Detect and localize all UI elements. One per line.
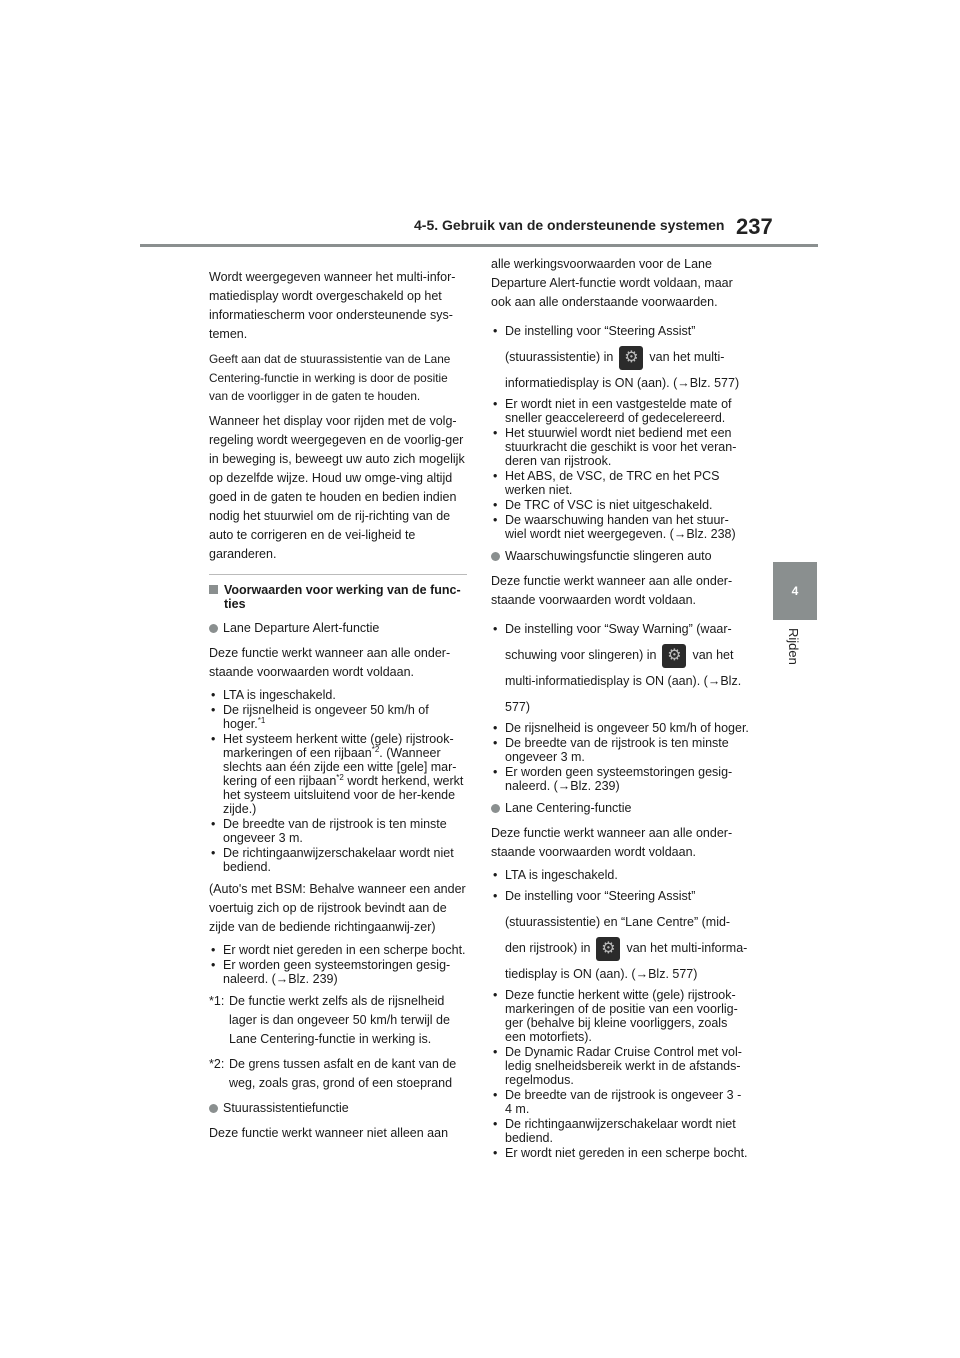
section-title bbox=[209, 583, 467, 611]
condition-list bbox=[491, 616, 749, 793]
gear-icon: ⚙ bbox=[662, 644, 686, 668]
list-item: • De instelling voor “Steering Assist” (stuurassistentie) in ⚙ van het multi-informatiedisplay is ON (aan). (→Blz. 577) bbox=[491, 318, 749, 396]
paragraph: Deze functie werkt wanneer niet alleen aan bbox=[209, 1125, 449, 1140]
paragraph: Wanneer het display voor rijden met de volg-regeling wordt weergegeven en de voorlig-ger in beweging is, beweegt uw auto zich mogelijk op dezelfde wijze. Houd uw omge-ving altijd goed in de gaten te houden en bedien indien nodig het stuurwiel om de rij-richting van de auto te corrigeren en de vei-ligheid te garanderen. bbox=[209, 413, 465, 561]
list-item: • Er wordt niet gereden in een scherpe bocht. bbox=[491, 1146, 749, 1160]
list-item: • De breedte van de rijstrook is ten minste ongeveer 3 m. bbox=[491, 736, 749, 764]
footnote-mark: *2: bbox=[209, 1056, 225, 1071]
list-item: • LTA is ingeschakeld. bbox=[209, 688, 467, 702]
section-header: 4-5. Gebruik van de ondersteunende systemen bbox=[414, 217, 725, 233]
page-number: 237 bbox=[736, 214, 773, 239]
circle-bullet-icon bbox=[209, 624, 218, 633]
footnote-mark: *1: bbox=[209, 993, 225, 1008]
list-item: • De richtingaanwijzerschakelaar wordt niet bediend. bbox=[209, 846, 467, 874]
list-item: • Er wordt niet gereden in een scherpe bocht. bbox=[209, 943, 467, 957]
subsection-title bbox=[209, 1099, 467, 1118]
circle-bullet-icon bbox=[209, 1104, 218, 1113]
list-item: • Er worden geen systeemstoringen gesig-naleerd. (→Blz. 239) bbox=[209, 958, 467, 986]
paragraph: Deze functie werkt wanneer aan alle onder-staande voorwaarden wordt voldaan. bbox=[209, 645, 451, 679]
list-item: • De rijsnelheid is ongeveer 50 km/h of hoger. bbox=[491, 721, 749, 735]
divider bbox=[209, 574, 467, 575]
list-item: • Er worden geen systeemstoringen gesig-naleerd. (→Blz. 239) bbox=[491, 765, 749, 793]
condition-list bbox=[209, 943, 467, 986]
section-title-text: Voorwaarden voor werking van de func-ties bbox=[224, 582, 461, 611]
footnote bbox=[209, 1055, 467, 1093]
subsection-title-text: Waarschuwingsfunctie slingeren auto bbox=[505, 549, 712, 563]
list-item: • Het ABS, de VSC, de TRC en het PCS werken niet. bbox=[491, 469, 749, 497]
list-item: • Er wordt niet in een vastgestelde mate of sneller geaccelereerd of gedecelereerd. bbox=[491, 397, 749, 425]
list-item: • De TRC of VSC is niet uitgeschakeld. bbox=[491, 498, 749, 512]
list-item: • De instelling voor “Steering Assist” (stuurassistentie) en “Lane Centre” (mid-den rijstrook) in ⚙ van het multi-informa-tiedisplay is ON (aan). (→Blz. 577) bbox=[491, 883, 749, 987]
chapter-label: Rijden bbox=[786, 628, 801, 665]
subsection-title-text: Stuurassistentiefunctie bbox=[223, 1100, 349, 1115]
list-item: • Het systeem herkent witte (gele) rijstrook-markeringen of een rijbaan$^{*2}$. (Wanneer slechts aan één zijde een witte [gele] mar-kering of een rijbaan$^{*2}$ wordt herkend, werkt het systeem uitsluitend voor de her-kende zijde.) bbox=[209, 732, 467, 816]
list-item: • De instelling voor “Sway Warning” (waar-schuwing voor slingeren) in ⚙ van het multi-informatiedisplay is ON (aan). (→Blz. 577) bbox=[491, 616, 749, 720]
footnote bbox=[209, 992, 467, 1049]
paragraph: Geeft aan dat de stuurassistentie van de Lane Centering-functie in werking is door de positie van de voorligger in de gaten te houden. bbox=[209, 352, 451, 403]
circle-bullet-icon bbox=[491, 552, 500, 561]
gear-icon: ⚙ bbox=[596, 937, 620, 961]
paragraph: alle werkingsvoorwaarden voor de Lane Departure Alert-functie wordt voldaan, maar ook aan alle onderstaande voorwaarden. bbox=[491, 257, 733, 309]
paragraph: Deze functie werkt wanneer aan alle onder-staande voorwaarden wordt voldaan. bbox=[491, 826, 733, 859]
header-rule bbox=[140, 244, 818, 247]
list-item: • De rijsnelheid is ongeveer 50 km/h of hoger.$^{*1}$ bbox=[209, 703, 467, 731]
subsection-title-text: Lane Departure Alert-functie bbox=[223, 620, 380, 635]
square-bullet-icon bbox=[209, 585, 218, 594]
condition-list bbox=[491, 318, 749, 541]
list-item: • De Dynamic Radar Cruise Control met vol-ledig snelheidsbereik werkt in de afstands-regelmodus. bbox=[491, 1045, 749, 1087]
paragraph: (Auto's met BSM: Behalve wanneer een ander voertuig zich op de rijstrook bevindt aan de zijde van de bediende richtingaanwij-zer) bbox=[209, 881, 466, 934]
paragraph: Wordt weergegeven wanneer het multi-infor-matiedisplay wordt overgeschakeld op het informatiescherm voor ondersteunende sys-temen. bbox=[209, 270, 456, 341]
list-item: • Deze functie herkent witte (gele) rijstrook-markeringen of de positie van een voorlig-ger (behalve bij kleine voorliggers, zoals een motorfiets). bbox=[491, 988, 749, 1044]
condition-list bbox=[491, 868, 749, 1160]
list-item: • De breedte van de rijstrook is ongeveer 3 - 4 m. bbox=[491, 1088, 749, 1116]
circle-bullet-icon bbox=[491, 804, 500, 813]
list-item: • De waarschuwing handen van het stuur-wiel wordt niet weergegeven. (→Blz. 238) bbox=[491, 513, 749, 541]
subsection-title-text: Lane Centering-functie bbox=[505, 801, 632, 815]
subsection-title bbox=[491, 547, 749, 566]
condition-list bbox=[209, 688, 467, 874]
list-item: • De richtingaanwijzerschakelaar wordt niet bediend. bbox=[491, 1117, 749, 1145]
footnote-text: De functie werkt zelfs als de rijsnelheid lager is dan ongeveer 50 km/h terwijl de Lane Centering-functie in werking is. bbox=[229, 993, 450, 1046]
chapter-tab: 4 bbox=[773, 562, 817, 620]
list-item: • Het stuurwiel wordt niet bediend met een stuurkracht die geschikt is voor het veran-deren van rijstrook. bbox=[491, 426, 749, 468]
list-item: • De breedte van de rijstrook is ten minste ongeveer 3 m. bbox=[209, 817, 467, 845]
subsection-title bbox=[491, 799, 749, 818]
right-column bbox=[491, 255, 749, 1166]
subsection-title bbox=[209, 619, 467, 638]
list-item: • LTA is ingeschakeld. bbox=[491, 868, 749, 882]
left-column bbox=[209, 268, 467, 1149]
gear-icon: ⚙ bbox=[619, 346, 643, 370]
paragraph: Deze functie werkt wanneer aan alle onder-staande voorwaarden wordt voldaan. bbox=[491, 574, 733, 607]
footnote-text: De grens tussen asfalt en de kant van de weg, zoals gras, grond of een stoeprand bbox=[229, 1056, 457, 1090]
